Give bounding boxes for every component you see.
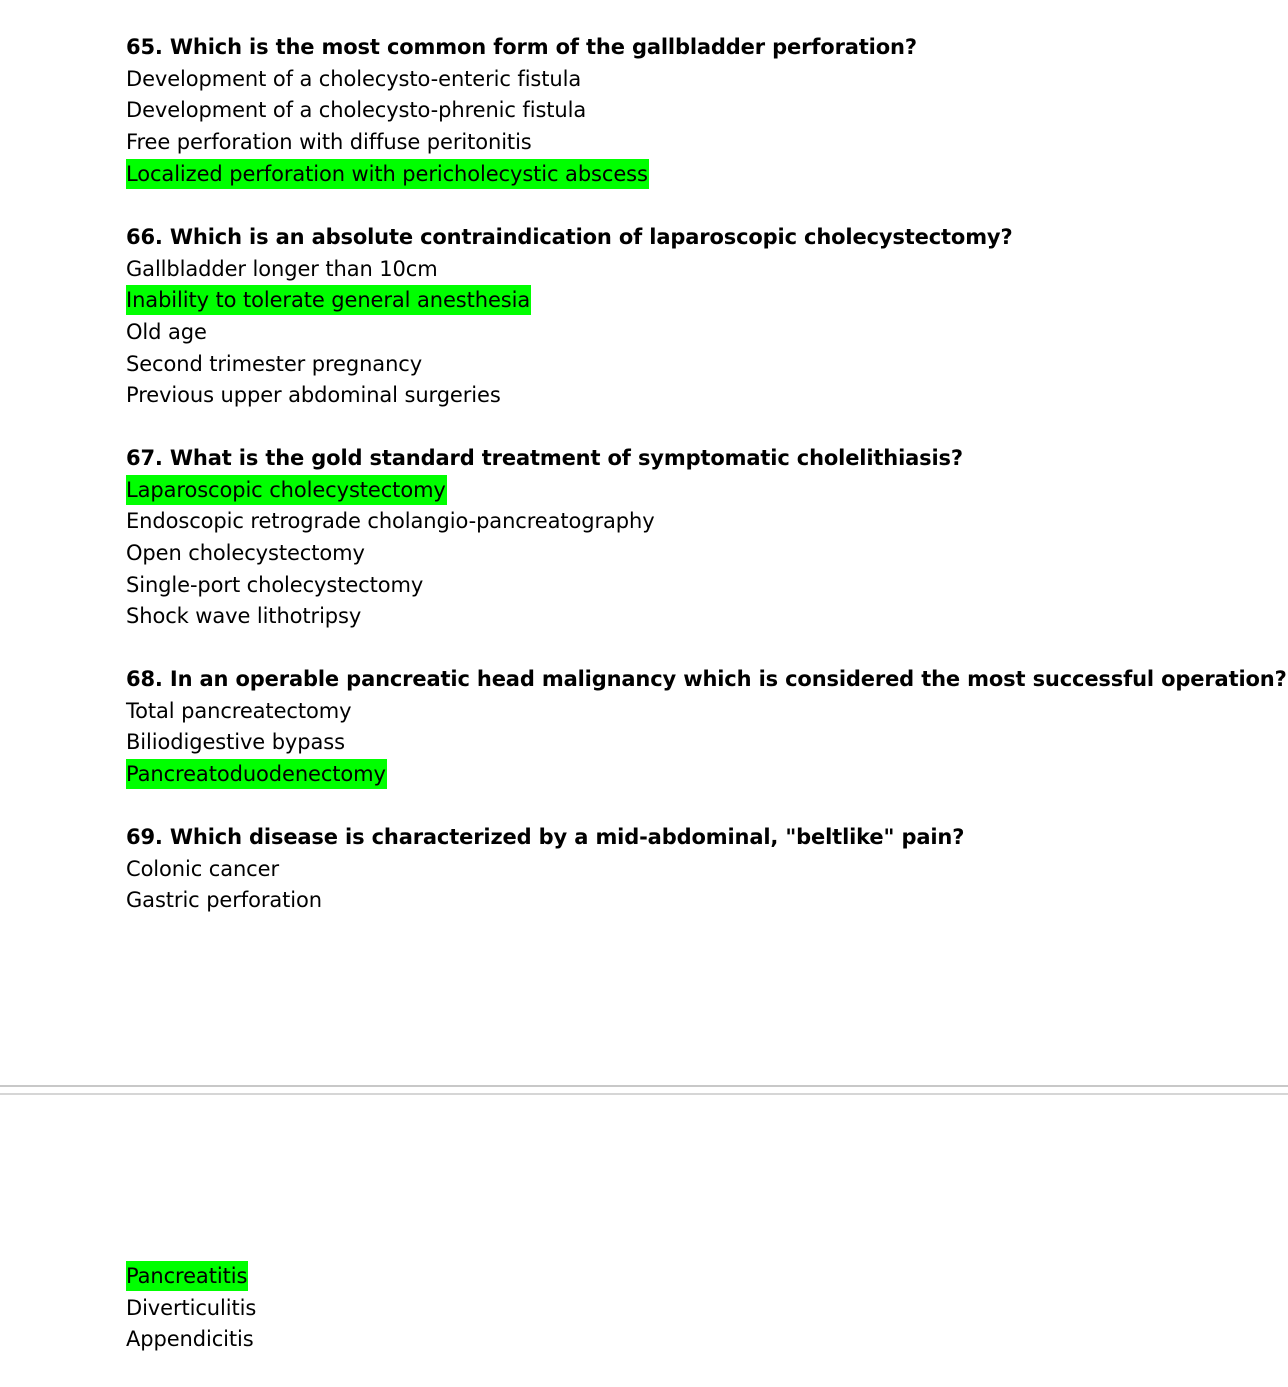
- answer-option: Appendicitis: [126, 1327, 254, 1352]
- question-title: 69. Which disease is characterized by a mid-abdominal, "beltlike" pain?: [126, 825, 965, 849]
- document-page-2: [0, 1095, 1288, 1387]
- question-title: 68. In an operable pancreatic head malignancy which is considered the most successful operation?: [126, 667, 1287, 691]
- answer-option: Total pancreatectomy: [126, 698, 352, 723]
- answer-option: Biliodigestive bypass: [126, 730, 345, 755]
- answer-option-correct: Laparoscopic cholecystectomy: [126, 475, 1246, 507]
- answer-option: Gallbladder longer than 10cm: [126, 256, 438, 281]
- answer-option-correct: Pancreatitis: [126, 1261, 1246, 1293]
- question-69-continued: [126, 1261, 1246, 1356]
- answer-option: Development of a cholecysto-enteric fistula: [126, 66, 582, 91]
- answer-option: Endoscopic retrograde cholangio-pancreatography: [126, 509, 655, 534]
- answer-option: Shock wave lithotripsy: [126, 604, 362, 629]
- question-69: [126, 822, 1246, 917]
- answer-option: Open cholecystectomy: [126, 541, 365, 566]
- answer-option: Free perforation with diffuse peritonitis: [126, 130, 532, 155]
- answer-option: Second trimester pregnancy: [126, 351, 423, 376]
- question-67: [126, 443, 1246, 633]
- question-title: 65. Which is the most common form of the gallbladder perforation?: [126, 35, 917, 59]
- question-68: [126, 664, 1287, 791]
- answer-option: Diverticulitis: [126, 1295, 257, 1320]
- answer-option-correct: Inability to tolerate general anesthesia: [126, 285, 1246, 317]
- question-title: 66. Which is an absolute contraindication of laparoscopic cholecystectomy?: [126, 225, 1013, 249]
- question-66: [126, 222, 1246, 412]
- answer-option: Single-port cholecystectomy: [126, 572, 424, 597]
- answer-option: Old age: [126, 320, 207, 345]
- answer-option-correct: Pancreatoduodenectomy: [126, 759, 1246, 791]
- answer-option: Development of a cholecysto-phrenic fistula: [126, 98, 587, 123]
- answer-option: Gastric perforation: [126, 888, 322, 913]
- page-break-divider: [0, 1085, 1288, 1095]
- answer-option: Previous upper abdominal surgeries: [126, 383, 501, 408]
- question-65: [126, 32, 1246, 190]
- answer-option: Colonic cancer: [126, 856, 279, 881]
- answer-option-correct: Localized perforation with pericholecystic abscess: [126, 159, 1246, 191]
- question-title: 67. What is the gold standard treatment of symptomatic cholelithiasis?: [126, 446, 963, 470]
